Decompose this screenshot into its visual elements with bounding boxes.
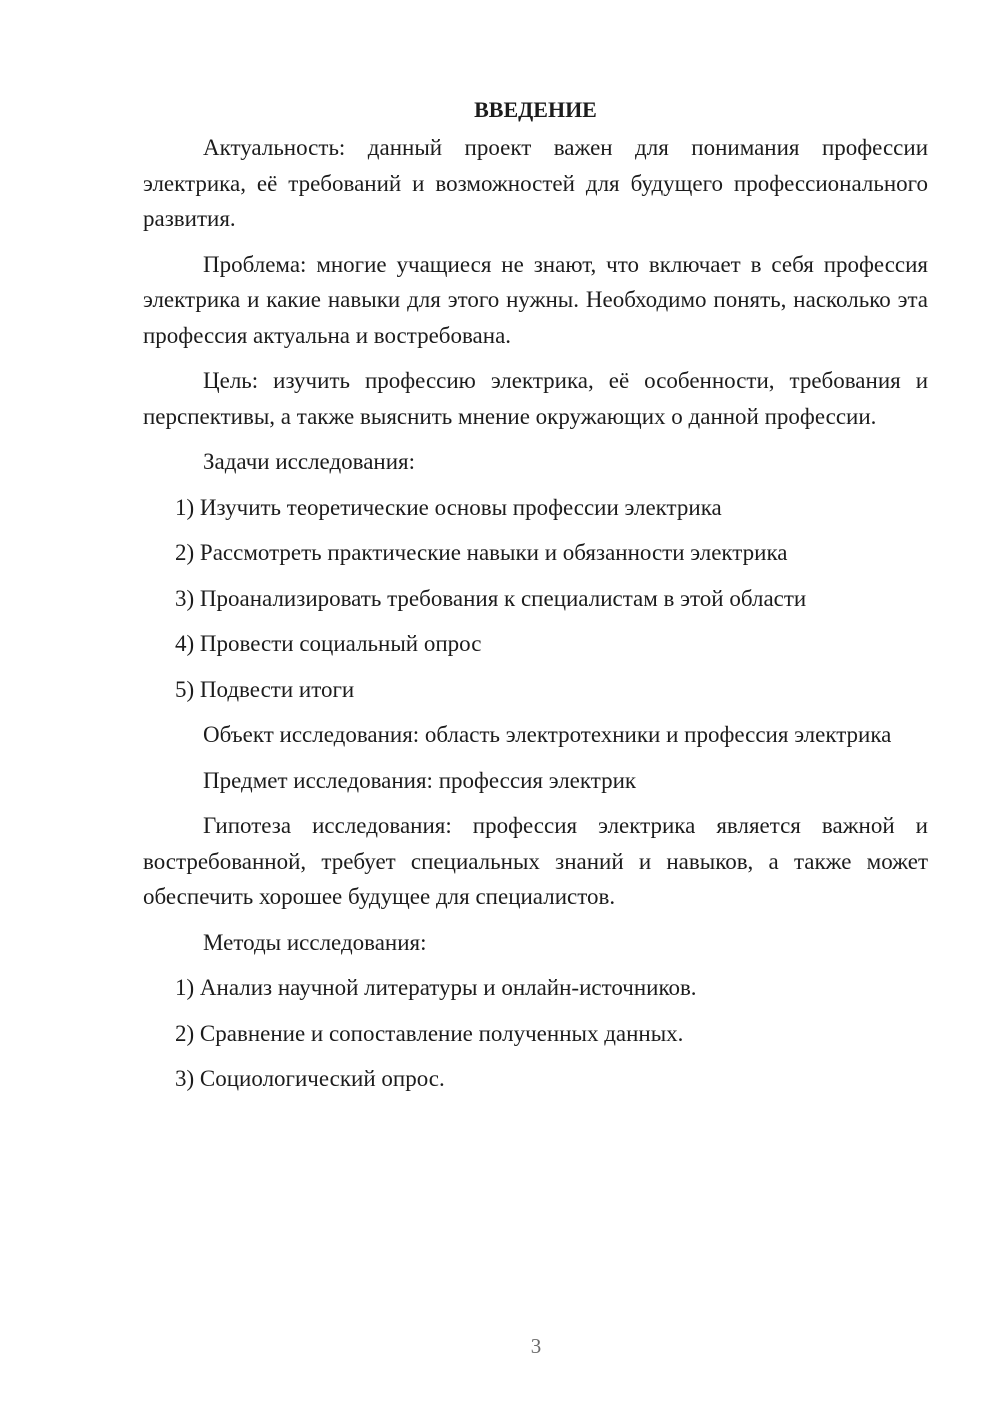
page-content: [143, 92, 928, 1107]
object-paragraph: Объект исследования: область электротехники и профессия электрика: [203, 722, 892, 747]
list-item: 3) Проанализировать требования к специалистам в этой области: [175, 585, 807, 611]
list-item: 1) Изучить теоретические основы профессии электрика: [175, 494, 722, 520]
list-item: 2) Рассмотреть практические навыки и обязанности электрика: [175, 540, 788, 565]
page-title: ВВЕДЕНИЕ: [474, 97, 597, 122]
list-item: 5) Подвести итоги: [175, 676, 355, 702]
goal-paragraph: Цель: изучить профессию электрика, её особенности, требования и перспективы, а также выяснить мнение окружающих о данной профессии.: [143, 368, 928, 429]
tasks-list: [143, 490, 928, 708]
subject-paragraph: Предмет исследования: профессия электрик: [203, 767, 637, 793]
problem-paragraph: Проблема: многие учащиеся не знают, что включает в себя профессия электрика и какие навыки для этого нужны. Необходимо понять, насколько эта профессия актуальна и востребована.: [143, 251, 928, 348]
relevance-paragraph: Актуальность: данный проект важен для понимания профессии электрика, её требований и возможностей для будущего профессионального развития.: [143, 135, 928, 231]
list-item: 2) Сравнение и сопоставление полученных данных.: [175, 1020, 684, 1046]
methods-list: [143, 970, 928, 1097]
page-number: 3: [530, 1334, 542, 1358]
methods-heading: Методы исследования:: [203, 929, 427, 955]
list-item: 1) Анализ научной литературы и онлайн-источников.: [175, 975, 697, 1000]
hypothesis-paragraph: Гипотеза исследования: профессия электрика является важной и востребованной, требует специальных знаний и навыков, а также может обеспечить хорошее будущее для специалистов.: [143, 813, 928, 909]
list-item: 4) Провести социальный опрос: [175, 631, 482, 656]
tasks-heading: Задачи исследования:: [203, 449, 416, 474]
list-item: 3) Социологический опрос.: [175, 1066, 445, 1091]
